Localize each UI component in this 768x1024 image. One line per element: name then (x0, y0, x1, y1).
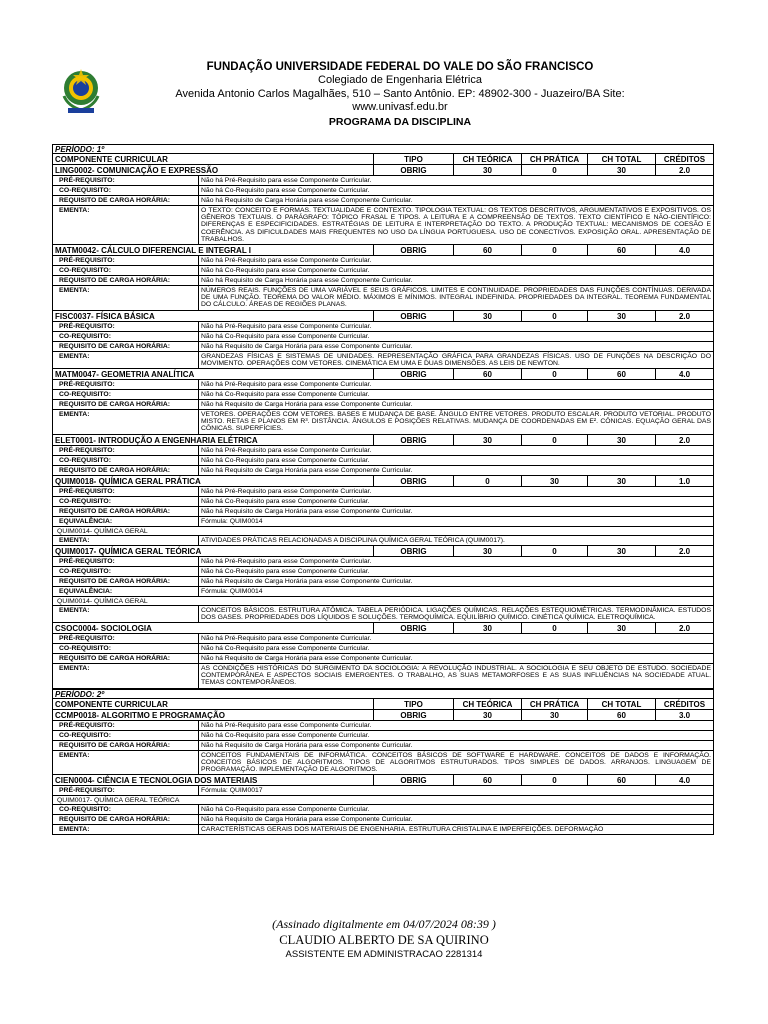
course-cre: 2.0 (655, 546, 713, 556)
brazil-coat-of-arms-icon (58, 66, 104, 116)
property-value: Não há Pré-Requisito para esse Componente Curricular. (198, 322, 713, 331)
course-row (52, 311, 714, 322)
property-label: REQUISITO DE CARGA HORÁRIA: (59, 507, 171, 515)
course-tot: 30 (587, 546, 655, 556)
period-label: PERÍODO: 1º (52, 144, 714, 154)
course-property-row (52, 456, 714, 466)
property-label: REQUISITO DE CARGA HORÁRIA: (59, 277, 171, 285)
property-value: Não há Co-Requisito para esse Componente Curricular. (198, 644, 713, 653)
course-property-row (52, 487, 714, 497)
course-name: QUIM0018- QUÍMICA GERAL PRÁTICA (55, 476, 201, 486)
property-label: PRÉ-REQUISITO: (59, 446, 115, 454)
course-equivalence-name: QUIM0017- QUÍMICA GERAL TEÓRICA (52, 796, 714, 805)
property-value: CARACTERÍSTICAS GERAIS DOS MATERIAIS DE ENGENHARIA. ESTRUTURA CRISTALINA E IMPERFEIÇÕES. DEFORMAÇÃO (198, 825, 713, 834)
course-name: CSOC0004- SOCIOLOGIA (55, 624, 152, 634)
property-value: Não há Co-Requisito para esse Componente Curricular. (198, 332, 713, 341)
property-value: Fórmula: QUIM0014 (198, 587, 713, 596)
property-value: Não há Pré-Requisito para esse Componente Curricular. (198, 721, 713, 730)
property-label: EMENTA: (59, 665, 90, 673)
column-header: CH TEÓRICA (453, 699, 521, 709)
property-value: Não há Co-Requisito para esse Componente Curricular. (198, 456, 713, 465)
property-label: PRÉ-REQUISITO: (59, 322, 115, 330)
property-value: Não há Requisito de Carga Horária para esse Componente Curricular. (198, 342, 713, 351)
course-pra: 30 (521, 710, 587, 720)
property-value: Não há Co-Requisito para esse Componente Curricular. (198, 805, 713, 814)
course-equivalence-name: QUIM0014- QUÍMICA GERAL (52, 597, 714, 606)
column-header-row (52, 699, 714, 710)
property-value: O TEXTO: CONCEITO E FORMAS. TEXTUALIDADE E CONTEXTO. TIPOLOGIA TEXTUAL: OS TEXTOS DESCRITIVOS, ARGUMENTATIVOS E EXPOSITIVOS. OS GÊNEROS TEXTUAIS. O PARÁGRAFO: TÓPICO FRASAL E TIPOS. A LEITURA E A COMPREENSÃO DE TEXTOS. TEXTO CIENTÍFICO E NÃO-CIENTÍFICO: DIFERENÇAS E ESPECIFICIDADES. ESTRATÉGIAS DE LEITURA E INTERPRETAÇÃO DO TEXTO. A PRODUÇÃO TEXTUAL: MECANISMOS DE COESÃO E COERÊNCIA. AS DIFICULDADES MAIS FREQUENTES NO USO DA LÍNGUA PORTUGUESA. USO DE CONECTIVOS. EXPOSIÇÃO ORAL. APRESENTAÇÃO DE TRABALHOS. (198, 206, 713, 244)
course-name: MATM0042- CÁLCULO DIFERENCIAL E INTEGRAL I (55, 246, 252, 256)
course-property-row (52, 634, 714, 644)
course-property-row (52, 466, 714, 476)
course-teo: 60 (453, 775, 521, 785)
property-value: Não há Requisito de Carga Horária para esse Componente Curricular. (198, 654, 713, 663)
course-name: LING0002- COMUNICAÇÃO E EXPRESSÃO (55, 166, 219, 175)
property-value: Não há Requisito de Carga Horária para esse Componente Curricular. (198, 507, 713, 516)
course-teo: 30 (453, 165, 521, 175)
course-name: CCMP0018- ALGORITMO E PROGRAMAÇÃO (55, 710, 225, 720)
course-property-row (52, 390, 714, 400)
property-value: Não há Co-Requisito para esse Componente Curricular. (198, 731, 713, 740)
property-value: Não há Co-Requisito para esse Componente Curricular. (198, 390, 713, 399)
course-property-row (52, 536, 714, 546)
course-tot: 30 (587, 476, 655, 486)
course-cre: 1.0 (655, 476, 713, 486)
property-label: EMENTA: (59, 352, 90, 360)
column-header: CH PRÁTICA (521, 699, 587, 709)
property-label: REQUISITO DE CARGA HORÁRIA: (59, 655, 171, 663)
property-label: PRÉ-REQUISITO: (59, 787, 115, 795)
course-row (52, 165, 714, 176)
column-header: COMPONENTE CURRICULAR (55, 155, 168, 164)
course-property-row (52, 654, 714, 664)
course-row (52, 775, 714, 786)
course-pra: 0 (521, 311, 587, 321)
property-value: Não há Pré-Requisito para esse Componente Curricular. (198, 446, 713, 455)
property-label: REQUISITO DE CARGA HORÁRIA: (59, 342, 171, 350)
property-label: PRÉ-REQUISITO: (59, 487, 115, 495)
course-property-row (52, 497, 714, 507)
course-name: QUIM0017- QUÍMICA GERAL TEÓRICA (55, 546, 202, 556)
property-value: Não há Co-Requisito para esse Componente Curricular. (198, 497, 713, 506)
document-header (0, 60, 768, 140)
property-label: CO-REQUISITO: (59, 497, 111, 505)
property-value: Não há Requisito de Carga Horária para esse Componente Curricular. (198, 741, 713, 750)
course-cre: 3.0 (655, 710, 713, 720)
course-property-row (52, 577, 714, 587)
course-property-row (52, 186, 714, 196)
address-line: Avenida Antonio Carlos Magalhães, 510 – Santo Antônio. EP: 48902-300 - Juazeiro/BA Site: (175, 87, 625, 100)
property-label: REQUISITO DE CARGA HORÁRIA: (59, 577, 171, 585)
property-label: CO-REQUISITO: (59, 645, 111, 653)
course-row (52, 476, 714, 487)
property-label: PRÉ-REQUISITO: (59, 557, 115, 565)
course-row (52, 546, 714, 557)
property-value: Não há Requisito de Carga Horária para esse Componente Curricular. (198, 466, 713, 475)
property-value: VETORES. OPERAÇÕES COM VETORES. BASES E MUDANÇA DE BASE. ÂNGULO ENTRE VETORES. PRODUTO ESCALAR. PRODUTO VETORIAL. PRODUTO MISTO. RETAS E PLANOS EM R³. DISTÂNCIA. ÂNGULOS E POSIÇÕES RELATIVAS. MUDANÇA DE COORDENADAS EM E². CÔNICAS. EQUAÇÃO GERAL DAS CÔNICAS. SUPERFÍCIES. (198, 410, 713, 434)
course-property-row (52, 567, 714, 577)
course-property-row (52, 731, 714, 741)
signer-name: CLAUDIO ALBERTO DE SA QUIRINO (279, 933, 489, 947)
course-property-row (52, 606, 714, 623)
course-tipo: OBRIG (373, 165, 453, 175)
property-value: CONCEITOS FUNDAMENTAIS DE INFORMÁTICA. CONCEITOS BÁSICOS DE SOFTWARE E HARDWARE. CONCEITOS DE DADOS E INFORMAÇÃO. CONCEITOS BÁSICOS DE ALGORITMOS. TIPOS DE ALGORITMOS ESTRUTURADOS. TIPOS SIMPLES DE DADOS. ARRANJOS. LINGUAGEM DE PROGRAMAÇÃO. IMPLEMENTAÇÃO DE ALGORITMOS. (198, 751, 713, 775)
property-label: EMENTA: (59, 287, 90, 295)
property-value: ATIVIDADES PRÁTICAS RELACIONADAS A DISCIPLINA QUÍMICA GERAL TEÓRICA (QUIM0017). (198, 536, 713, 545)
course-property-row (52, 721, 714, 731)
property-label: CO-REQUISITO: (59, 806, 111, 814)
column-header: CH PRÁTICA (521, 154, 587, 164)
course-pra: 0 (521, 775, 587, 785)
property-value: Não há Pré-Requisito para esse Componente Curricular. (198, 487, 713, 496)
column-header: CH TOTAL (587, 154, 655, 164)
course-property-row (52, 206, 714, 245)
property-value: Não há Requisito de Carga Horária para esse Componente Curricular. (198, 276, 713, 285)
course-tipo: OBRIG (373, 476, 453, 486)
course-pra: 30 (521, 476, 587, 486)
property-value: Não há Co-Requisito para esse Componente Curricular. (198, 266, 713, 275)
course-property-row (52, 286, 714, 311)
course-property-row (52, 446, 714, 456)
course-teo: 60 (453, 245, 521, 255)
property-label: REQUISITO DE CARGA HORÁRIA: (59, 197, 171, 204)
course-name: CIEN0004- CIÊNCIA E TECNOLOGIA DOS MATERIAIS (55, 776, 258, 786)
property-label: PRÉ-REQUISITO: (59, 381, 115, 389)
course-cre: 4.0 (655, 369, 713, 379)
course-property-row (52, 256, 714, 266)
course-name: MATM0047- GEOMETRIA ANALÍTICA (55, 370, 195, 380)
property-value: Não há Pré-Requisito para esse Componente Curricular. (198, 380, 713, 389)
course-tot: 60 (587, 369, 655, 379)
course-tot: 60 (587, 245, 655, 255)
course-name: FISC0037- FÍSICA BÁSICA (55, 311, 155, 321)
course-cre: 2.0 (655, 623, 713, 633)
course-tot: 30 (587, 311, 655, 321)
property-label: PRÉ-REQUISITO: (59, 635, 115, 643)
course-property-row (52, 176, 714, 186)
course-tipo: OBRIG (373, 245, 453, 255)
department-name: Colegiado de Engenharia Elétrica (318, 74, 482, 86)
course-property-row (52, 322, 714, 332)
course-tot: 30 (587, 435, 655, 445)
property-value: Fórmula: QUIM0017 (198, 786, 713, 795)
property-label: CO-REQUISITO: (59, 267, 111, 275)
course-teo: 30 (453, 710, 521, 720)
property-label: REQUISITO DE CARGA HORÁRIA: (59, 816, 171, 824)
course-teo: 60 (453, 369, 521, 379)
course-property-row (52, 196, 714, 206)
course-teo: 30 (453, 311, 521, 321)
course-tipo: OBRIG (373, 546, 453, 556)
property-label: EMENTA: (59, 826, 90, 834)
course-property-row (52, 664, 714, 689)
course-tot: 30 (587, 165, 655, 175)
property-value: Não há Co-Requisito para esse Componente Curricular. (198, 567, 713, 576)
course-pra: 0 (521, 623, 587, 633)
period-label: PERÍODO: 2º (52, 689, 714, 699)
property-label: EMENTA: (59, 411, 90, 419)
course-property-row (52, 557, 714, 567)
property-value: Não há Pré-Requisito para esse Componente Curricular. (198, 634, 713, 643)
course-pra: 0 (521, 165, 587, 175)
property-label: REQUISITO DE CARGA HORÁRIA: (59, 741, 171, 749)
course-row (52, 623, 714, 634)
course-tipo: OBRIG (373, 710, 453, 720)
column-header: COMPONENTE CURRICULAR (55, 699, 168, 709)
course-property-row (52, 587, 714, 597)
property-value: Não há Pré-Requisito para esse Componente Curricular. (198, 176, 713, 185)
property-value: Não há Requisito de Carga Horária para esse Componente Curricular. (198, 815, 713, 824)
course-tot: 60 (587, 775, 655, 785)
course-property-row (52, 410, 714, 435)
document-title: PROGRAMA DA DISCIPLINA (328, 115, 472, 128)
property-label: EMENTA: (59, 751, 90, 759)
course-property-row (52, 266, 714, 276)
site-url[interactable]: www.univasf.edu.br (352, 101, 448, 113)
column-header: CRÉDITOS (655, 154, 713, 164)
column-header: TIPO (373, 699, 453, 709)
course-teo: 0 (453, 476, 521, 486)
course-name: ELET0001- INTRODUÇÃO A ENGENHARIA ELÉTRICA (55, 435, 258, 445)
property-value: Não há Requisito de Carga Horária para esse Componente Curricular. (198, 400, 713, 409)
property-label: PRÉ-REQUISITO: (59, 177, 115, 184)
course-property-row (52, 507, 714, 517)
column-header: CRÉDITOS (655, 699, 713, 709)
signer-role: ASSISTENTE EM ADMINISTRACAO 2281314 (285, 949, 483, 960)
property-label: EQUIVALÊNCIA: (59, 517, 113, 525)
property-value: CONCEITOS BÁSICOS. ESTRUTURA ATÔMICA. TABELA PERIÓDICA. LIGAÇÕES QUÍMICAS. RELAÇÕES ESTEQUIOMÉTRICAS. TERMODINÂMICA. ESTUDOS DOS GASES. PROPRIEDADES DOS LÍQUIDOS E SOLUÇÕES. TERMOQUÍMICA. EQUILÍBRIO QUÍMICO. CINÉTICA QUÍMICA. ELETROQUÍMICA. (198, 606, 713, 622)
property-label: REQUISITO DE CARGA HORÁRIA: (59, 466, 171, 474)
course-cre: 4.0 (655, 775, 713, 785)
course-property-row (52, 741, 714, 751)
course-property-row (52, 825, 714, 835)
course-cre: 4.0 (655, 245, 713, 255)
course-property-row (52, 815, 714, 825)
course-tot: 60 (587, 710, 655, 720)
course-property-row (52, 786, 714, 796)
course-property-row (52, 400, 714, 410)
property-label: CO-REQUISITO: (59, 332, 111, 340)
property-value: NÚMEROS REAIS. FUNÇÕES DE UMA VARIÁVEL E SEUS GRÁFICOS. LIMITES E CONTINUIDADE. PROPRIEDADES DAS FUNÇÕES CONTÍNUAS. DERIVADA DE UMA FUNÇÃO. TEOREMA DO VALOR MÉDIO. MÁXIMOS E MÍNIMOS. INTEGRAL INDEFINIDA. PROPRIEDADES DA INTEGRAL. TEOREMA FUNDAMENTAL DO CÁLCULO. ÁREAS DE REGIÕES PLANAS. (198, 286, 713, 310)
property-label: CO-REQUISITO: (59, 567, 111, 575)
course-teo: 30 (453, 546, 521, 556)
column-header: CH TEÓRICA (453, 154, 521, 164)
course-pra: 0 (521, 546, 587, 556)
course-tot: 30 (587, 623, 655, 633)
course-cre: 2.0 (655, 311, 713, 321)
property-value: Não há Pré-Requisito para esse Componente Curricular. (198, 557, 713, 566)
course-tipo: OBRIG (373, 369, 453, 379)
course-cre: 2.0 (655, 435, 713, 445)
course-property-row (52, 342, 714, 352)
property-value: Não há Co-Requisito para esse Componente Curricular. (198, 186, 713, 195)
course-tipo: OBRIG (373, 435, 453, 445)
column-header-row (52, 154, 714, 165)
column-header: TIPO (373, 154, 453, 164)
course-row (52, 710, 714, 721)
property-value: Não há Requisito de Carga Horária para esse Componente Curricular. (198, 577, 713, 586)
course-pra: 0 (521, 245, 587, 255)
property-value: Fórmula: QUIM0014 (198, 517, 713, 526)
property-label: CO-REQUISITO: (59, 456, 111, 464)
property-value: GRANDEZAS FÍSICAS E SISTEMAS DE UNIDADES. REPRESENTAÇÃO GRÁFICA PARA GRANDEZAS FÍSICAS. USO DE FUNÇÕES NA DESCRIÇÃO DO MOVIMENTO. OPERAÇÕES COM VETORES. CINEMÁTICA EM UMA E DUAS DIMENSÕES. AS LEIS DE NEWTON. (198, 352, 713, 368)
course-tipo: OBRIG (373, 775, 453, 785)
course-pra: 0 (521, 435, 587, 445)
course-property-row (52, 644, 714, 654)
course-row (52, 369, 714, 380)
course-property-row (52, 332, 714, 342)
course-property-row (52, 751, 714, 776)
signature-date: (Assinado digitalmente em 04/07/2024 08:39 ) (272, 917, 496, 931)
course-tipo: OBRIG (373, 311, 453, 321)
property-label: PRÉ-REQUISITO: (59, 257, 115, 265)
course-cre: 2.0 (655, 165, 713, 175)
property-value: AS CONDIÇÕES HISTÓRICAS DO SURGIMENTO DA SOCIOLOGIA: A REVOLUÇÃO INDUSTRIAL. A SOCIOLOGIA E SEU OBJETO DE ESTUDO. SOCIEDADE CONTEMPORÂNEA E ASPECTOS SOCIAIS EMERGENTES. O TRABALHO, AS SUAS METAMORFOSES E AS SUAS INFLUÊNCIAS NA SOCIEDADE ATUAL. TEMAS CONTEMPORÂNEOS. (198, 664, 713, 688)
course-teo: 30 (453, 623, 521, 633)
property-label: REQUISITO DE CARGA HORÁRIA: (59, 401, 171, 409)
property-label: EMENTA: (59, 207, 90, 214)
course-tipo: OBRIG (373, 623, 453, 633)
course-property-row (52, 276, 714, 286)
property-label: CO-REQUISITO: (59, 391, 111, 399)
course-property-row (52, 380, 714, 390)
property-label: CO-REQUISITO: (59, 187, 111, 194)
course-row (52, 245, 714, 256)
course-pra: 0 (521, 369, 587, 379)
course-equivalence-name: QUIM0014- QUÍMICA GERAL (52, 527, 714, 536)
course-property-row (52, 352, 714, 369)
property-label: CO-REQUISITO: (59, 731, 111, 739)
property-label: EMENTA: (59, 536, 90, 544)
property-label: EMENTA: (59, 606, 90, 614)
course-property-row (52, 517, 714, 527)
course-teo: 30 (453, 435, 521, 445)
course-row (52, 435, 714, 446)
course-table (52, 144, 714, 835)
property-label: EQUIVALÊNCIA: (59, 587, 113, 595)
course-property-row (52, 805, 714, 815)
property-value: Não há Requisito de Carga Horária para esse Componente Curricular. (198, 196, 713, 205)
column-header: CH TOTAL (587, 699, 655, 709)
property-value: Não há Pré-Requisito para esse Componente Curricular. (198, 256, 713, 265)
institution-name: FUNDAÇÃO UNIVERSIDADE FEDERAL DO VALE DO SÃO FRANCISCO (206, 61, 594, 73)
property-label: PRÉ-REQUISITO: (59, 721, 115, 729)
signature-block (0, 916, 768, 961)
